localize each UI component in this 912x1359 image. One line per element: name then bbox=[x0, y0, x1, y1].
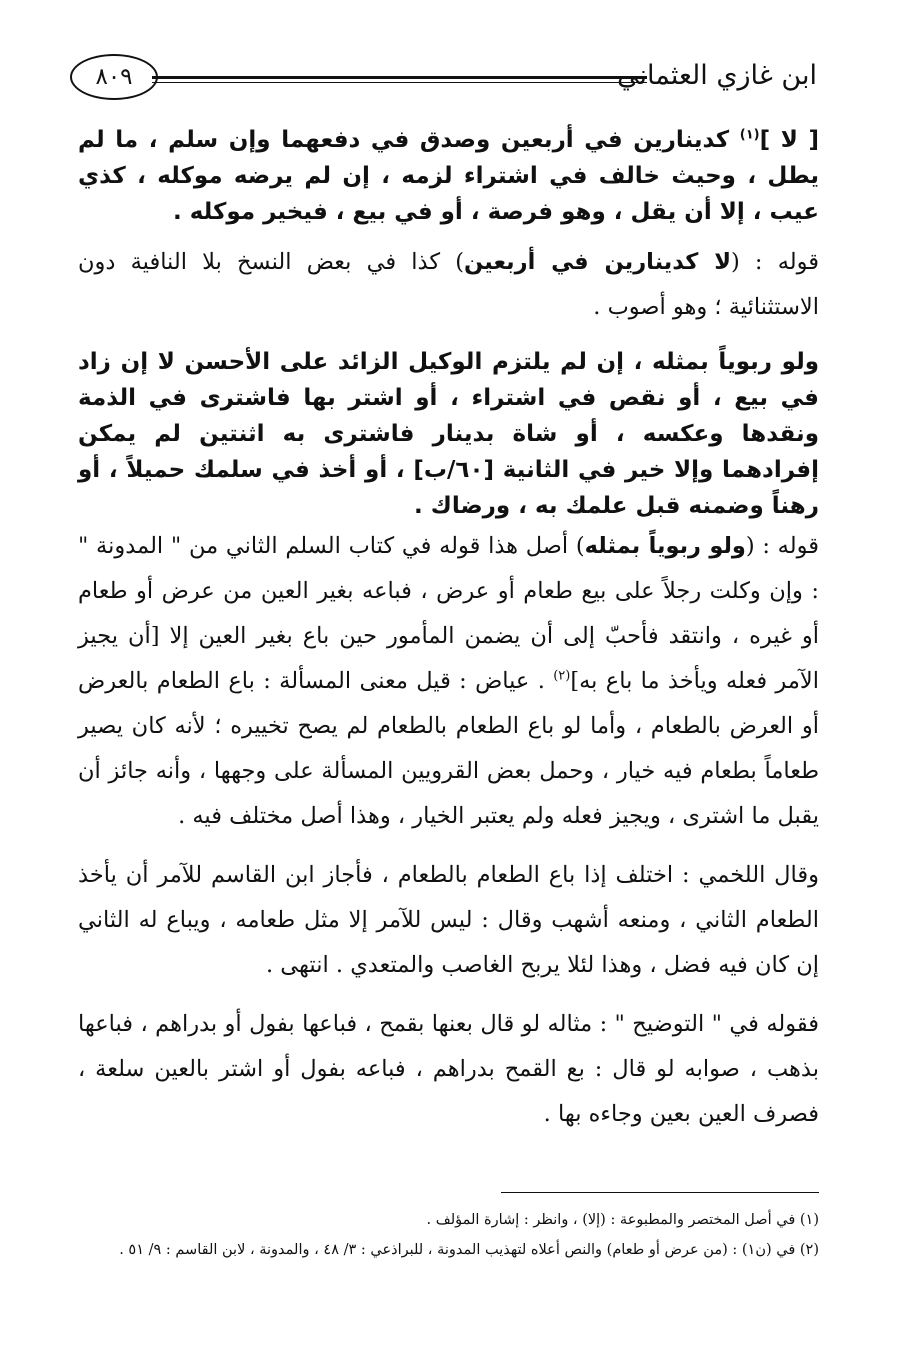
matn-paragraph-2 bbox=[78, 344, 819, 524]
matn-text: ولو ربوياً بمثله ، إن لم يلتزم الوكيل الزائد على الأحسن لا إن زاد في بيع ، أو نقص في اشتراء ، أو اشتر بها فاشترى في الذمة ونقدها وعكسه ، أو شاة بدينار فاشترى به اثنتين لم يمكن إفرادهما وإلا خير في الثانية [٦٠/ب] ، أو أخذ في سلمك حميلاً ، أو رهناً وضمنه قبل علمك به ، ورضاك . bbox=[78, 349, 819, 519]
commentary-intro: قوله : ( bbox=[745, 533, 819, 559]
spacer bbox=[78, 330, 819, 344]
spacer bbox=[78, 230, 819, 240]
commentary-paragraph-2 bbox=[78, 524, 819, 839]
commentary-paragraph-3: وقال اللخمي : اختلف إذا باع الطعام بالطعام ، فأجاز ابن القاسم للآمر أن يأخذ الطعام الثاني ، ومنعه أشهب وقال : ليس للآمر إلا مثل طعامه ، ويباع له الثاني إن كان فيه فضل ، وهذا لئلا يربح الغاصب والمتعدي . انتهى . bbox=[78, 862, 819, 978]
footnote-ref-2: (٢) bbox=[553, 668, 571, 684]
commentary-text-cont: . عياض : قيل معنى المسألة : باع الطعام بالعرض أو العرض بالطعام ، وأما لو باع الطعام بالطعام لم يصح تخييره ؛ لأنه كان يصير طعاماً بطعام فيه خيار ، وحمل بعض القرويين المسألة على وجهها ، وأنه جائز أن يقبل ما اشترى ، ويجيز فعله ولم يعتبر الخيار ، وهذا أصل مختلف فيه . bbox=[78, 668, 819, 829]
page-number: ٨٠٩ bbox=[70, 54, 158, 100]
footnotes bbox=[78, 1205, 819, 1265]
header-rule bbox=[152, 76, 647, 83]
matn-bracket-text: [ لا ] bbox=[759, 127, 819, 153]
matn-paragraph-1 bbox=[78, 122, 819, 230]
spacer bbox=[78, 988, 819, 1002]
footnote-1: (١) في أصل المختصر والمطبوعة : (إلا) ، وانظر : إشارة المؤلف . bbox=[426, 1212, 819, 1228]
commentary-text: ) أصل هذا قوله في كتاب السلم الثاني من " المدونة " : وإن وكلت رجلاً على بيع طعام أو عرض ، فباعه بغير العين من عرض أو طعام أو غيره ، وانتقد فأحبّ إلى أن يضمن المأمور حين باع بغير العين إلا [أن يجيز الآمر فعله ويأخذ ما باع به] bbox=[78, 533, 819, 694]
quoted-matn: ولو ربوياً بمثله bbox=[584, 533, 746, 559]
page-body bbox=[78, 122, 819, 1137]
spacer bbox=[78, 839, 819, 853]
footnote-separator bbox=[501, 1192, 819, 1193]
quoted-matn: لا كدينارين في أربعين bbox=[464, 249, 731, 275]
matn-text: كدينارين في أربعين وصدق في دفعهما وإن سلم ، ما لم يطل ، وحيث خالف في اشتراء لزمه ، إن لم يرضه موكله ، كذي عيب ، إلا أن يقل ، وهو فرصة ، أو في بيع ، فيخير موكله . bbox=[78, 127, 819, 225]
commentary-paragraph-1 bbox=[78, 240, 819, 330]
commentary-text: ) كذا في بعض النسخ بلا النافية دون الاستثنائية ؛ وهو أصوب . bbox=[78, 249, 819, 320]
running-header bbox=[70, 54, 817, 104]
commentary-paragraph-4: فقوله في " التوضيح " : مثاله لو قال بعنها بقمح ، فباعها بفول أو بدراهم ، فباعها بذهب ، صوابه لو قال : بع القمح بدراهم ، فباعه بفول أو اشتر بالعين سلعة ، فصرف العين بعين وجاءه بها . bbox=[78, 1011, 819, 1127]
footnote-ref-1: (١) bbox=[739, 127, 760, 143]
header-title: ابن غازي العثماني bbox=[616, 60, 817, 91]
footnote-2: (٢) في (ن١) : (من عرض أو طعام) والنص أعلاه لتهذيب المدونة ، للبراذعي : ٣/ ٤٨ ، والمدونة ، لابن القاسم : ٩/ ٥١ . bbox=[119, 1242, 819, 1258]
commentary-intro: قوله : ( bbox=[730, 249, 820, 275]
